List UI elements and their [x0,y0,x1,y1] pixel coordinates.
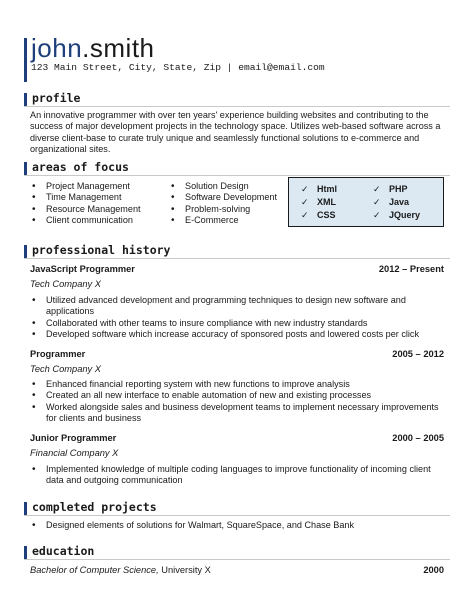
first-name: john [31,33,83,63]
list-item: • Time Management [24,192,184,203]
section-accent-bar [24,162,27,175]
degree-line [30,565,211,575]
list-item: • Client communication [24,215,184,226]
degree: Bachelor of Computer Science, [30,565,162,575]
job-title: JavaScript Programmer [30,264,135,274]
job-bullets [24,295,444,341]
skill-item: ✓ JQuery [367,209,420,222]
list-item: • Utilized advanced development and programming techniques to design new software and applications [24,295,444,318]
education-heading [24,544,450,560]
list-item: • Designed elements of solutions for Walmart, SquareSpace, and Chase Bank [24,520,444,531]
list-item: • Resource Management [24,204,184,215]
school: University X [161,565,211,575]
graduation-year: 2000 [423,565,444,575]
focus-list-2 [163,181,288,227]
skill-item: ✓ XML [295,196,337,209]
projects-bullets [24,520,444,531]
completed-projects-heading [24,500,450,516]
list-item: • Worked alongside sales and business development teams to implement necessary improvements for clients and business [24,402,444,425]
last-name: smith [89,33,155,63]
technical-skills-box [288,177,444,227]
job-bullets [24,464,444,487]
header-accent-bar [24,38,27,82]
list-item: • E-Commerce [163,215,288,226]
list-item: • Software Development [163,192,288,203]
list-item: • Implemented knowledge of multiple coding languages to improve functionality of incoming client data and outgoing communication [24,464,444,487]
section-title: education [32,544,95,558]
section-title: professional history [32,243,171,257]
section-accent-bar [24,93,27,106]
candidate-name [31,34,155,62]
skill-item: ✓ PHP [367,183,420,196]
skill-item: ✓ Java [367,196,420,209]
section-accent-bar [24,245,27,258]
section-title: completed projects [32,500,157,514]
job-title: Junior Programmer [30,433,117,443]
job-title: Programmer [30,349,86,359]
name-dot: . [82,33,90,63]
contact-line: 123 Main Street, City, State, Zip | email@email.com [31,62,325,73]
list-item: • Problem-solving [163,204,288,215]
job-dates: 2012 – Present [378,264,444,274]
job-bullets [24,379,444,425]
list-item: • Created an all new interface to enable automation of new and existing processes [24,390,444,401]
company-name: Tech Company X [30,279,101,289]
list-item: • Solution Design [163,181,288,192]
section-accent-bar [24,502,27,515]
list-item: • Enhanced financial reporting system with new functions to improve analysis [24,379,444,390]
job-dates: 2000 – 2005 [392,433,444,443]
skills-list-2 [367,183,420,222]
profile-heading [24,91,450,107]
section-accent-bar [24,546,27,559]
skill-item: ✓ CSS [295,209,337,222]
section-title: areas of focus [32,160,129,174]
professional-history-heading [24,243,450,259]
list-item: • Project Management [24,181,184,192]
job-dates: 2005 – 2012 [392,349,444,359]
list-item: • Collaborated with other teams to insure compliance with new industry standards [24,318,444,329]
section-title: profile [32,91,81,105]
list-item: • Developed software which increase accuracy of sponsored posts and lowered costs per click [24,329,444,340]
skills-list-1 [295,183,337,222]
focus-list-1 [24,181,184,227]
company-name: Tech Company X [30,364,101,374]
company-name: Financial Company X [30,448,119,458]
skill-item: ✓ Html [295,183,337,196]
profile-text: An innovative programmer with over ten years' experience building websites and contributing to the success of major development projects in the technology space. Utilizes web-based software across a diverse client-base to curate truly unique and seamlessly functional solutions to e-commerce and organizational sites. [30,110,441,155]
areas-of-focus-heading [24,160,450,176]
